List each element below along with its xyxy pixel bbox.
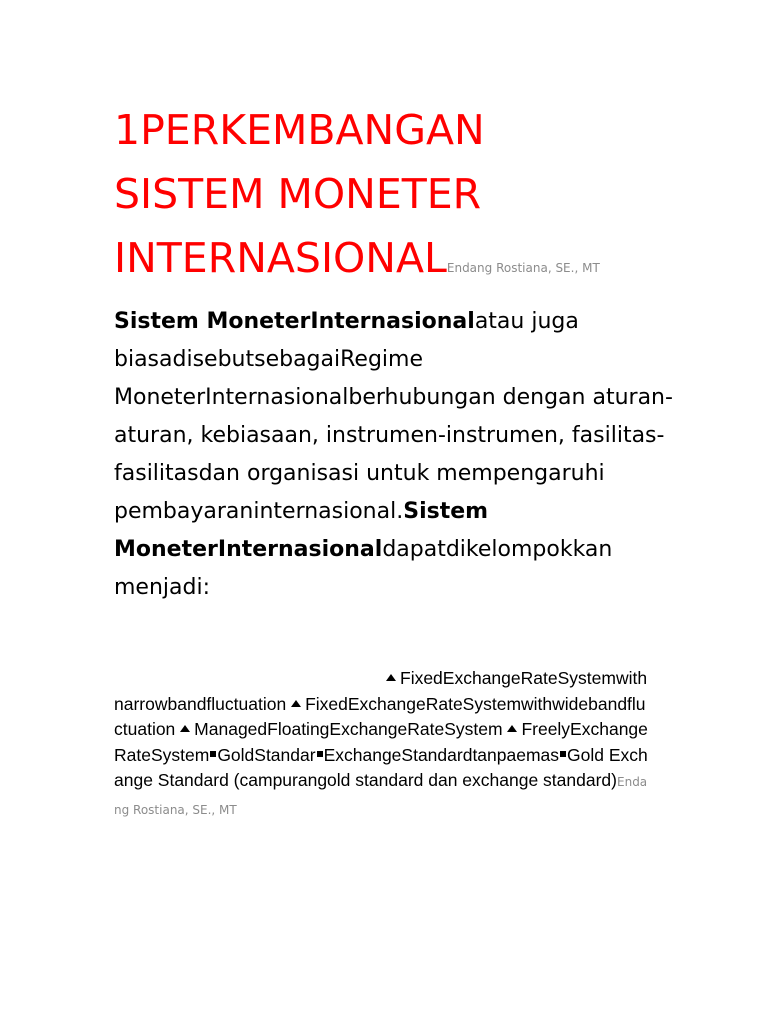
square-bullet-icon bbox=[560, 751, 566, 757]
triangle-bullet-icon bbox=[291, 700, 301, 707]
list-item-7: Gold Exchange Standard (campurangold standard dan exchange standard) bbox=[114, 744, 648, 790]
list-item-5: GoldStandar bbox=[217, 744, 316, 765]
square-bullet-icon bbox=[210, 751, 216, 757]
list-item-3: ManagedFloatingExchangeRateSystem bbox=[194, 719, 503, 739]
title-line-3-text: INTERNASIONAL bbox=[114, 234, 447, 282]
list-item-4: FreelyExchangeRateSystem bbox=[114, 719, 648, 765]
triangle-bullet-icon bbox=[507, 725, 517, 732]
bold-term-1: Sistem MoneterInternasional bbox=[114, 309, 475, 334]
bold-term-2: Sistem MoneterInternasional bbox=[114, 499, 489, 562]
list-author: Endang Rostiana, SE., MT bbox=[114, 775, 648, 817]
title-line-2: SISTEM MONETER bbox=[114, 170, 482, 218]
paragraph-text-2: dapatdikelompokkan menjadi: bbox=[114, 537, 613, 600]
list-item-1: FixedExchangeRateSystemwithnarrowbandfluctuation bbox=[114, 668, 648, 714]
triangle-bullet-icon bbox=[386, 674, 396, 681]
document-title bbox=[114, 98, 734, 300]
square-bullet-icon bbox=[317, 751, 323, 757]
title-line-1: 1PERKEMBANGAN bbox=[114, 106, 485, 154]
title-author: Endang Rostiana, SE., MT bbox=[446, 261, 600, 275]
triangle-bullet-icon bbox=[180, 725, 190, 732]
paragraph-text-1: atau juga biasadisebutsebagaiRegime MoneterInternasionalberhubungan dengan aturan-aturan, kebiasaan, instrumen-instrumen, fasilitas-fasilitasdan organisasi untuk mempengaruhi pembayaraninternasional. bbox=[114, 309, 673, 524]
list-item-2: FixedExchangeRateSystemwithwidebandfluctuation bbox=[114, 693, 646, 739]
list-item-6: ExchangeStandardtanpaemas bbox=[323, 744, 560, 765]
classification-list bbox=[114, 666, 654, 823]
title-line-3 bbox=[114, 226, 734, 300]
intro-paragraph bbox=[114, 303, 674, 607]
